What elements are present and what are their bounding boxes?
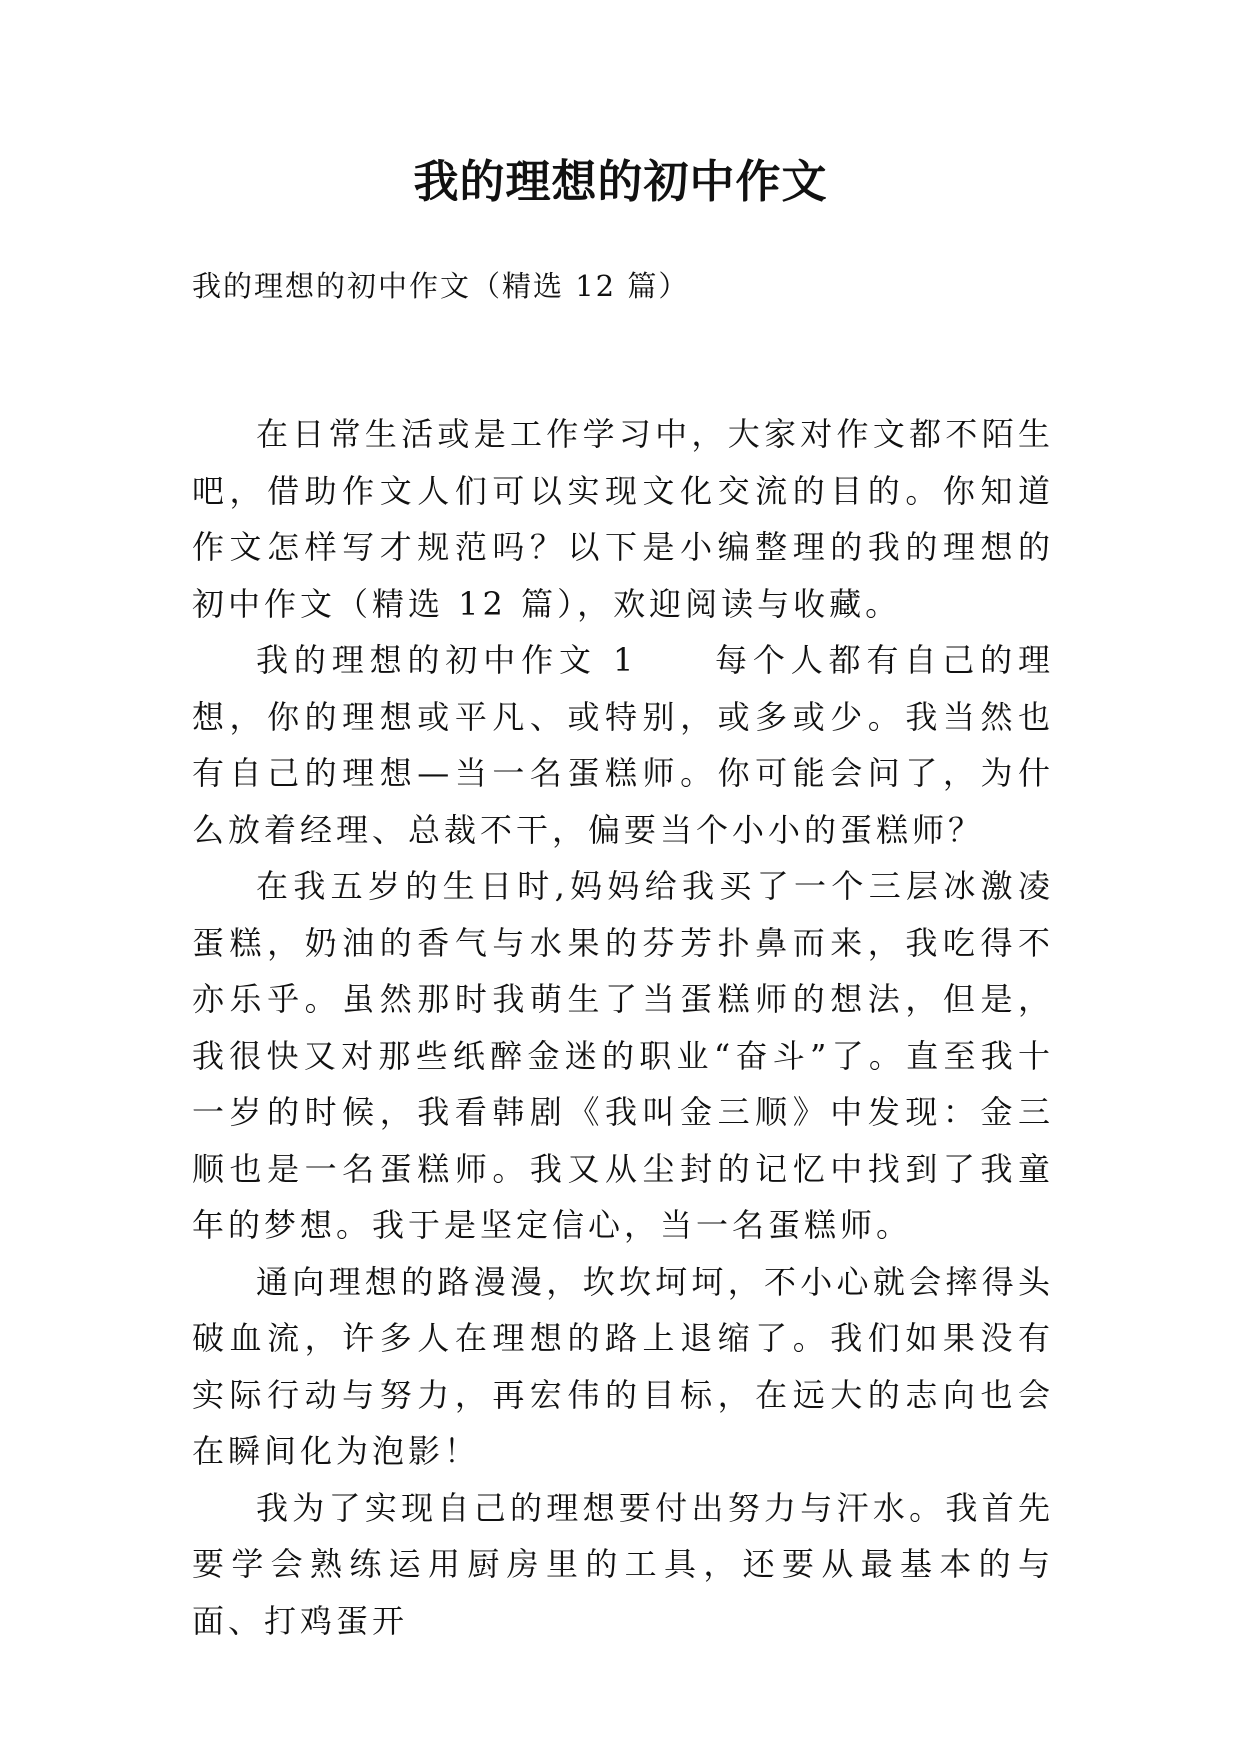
document-subtitle: 我的理想的初中作文（精选 12 篇）: [192, 269, 690, 303]
paragraph-birthday-cake: 在我五岁的生日时,妈妈给我买了一个三层冰激凌蛋糕，奶油的香气与水果的芬芳扑鼻而来，我吃得不亦乐乎。虽然那时我萌生了当蛋糕师的想法，但是，我很快又对那些纸醉金迷的职业“奋斗”了。直至我十一岁的时候，我看韩剧《我叫金三顺》中发现：金三顺也是一名蛋糕师。我又从尘封的记忆中找到了我童年的梦想。我于是坚定信心，当一名蛋糕师。: [192, 867, 1054, 1244]
paragraph-intro: 在日常生活或是工作学习中，大家对作文都不陌生吧，借助作文人们可以实现文化交流的目的。你知道作文怎样写才规范吗？以下是小编整理的我的理想的初中作文（精选 12 篇），欢迎阅读与收藏。: [192, 415, 1054, 623]
document-body: [192, 406, 1054, 1649]
paragraph-road-to-dream: 通向理想的路漫漫，坎坎坷坷，不小心就会摔得头破血流，许多人在理想的路上退缩了。我们如果没有实际行动与努力，再宏伟的目标，在远大的志向也会在瞬间化为泡影！: [192, 1262, 1054, 1470]
paragraph-essay-1-opening: 我的理想的初中作文 1 每个人都有自己的理想，你的理想或平凡、或特别，或多或少。我当然也有自己的理想—当一名蛋糕师。你可能会问了，为什么放着经理、总裁不干，偏要当个小小的蛋糕师？: [192, 641, 1054, 849]
document-title: 我的理想的初中作文: [413, 155, 828, 208]
paragraph-effort: 我为了实现自己的理想要付出努力与汗水。我首先要学会熟练运用厨房里的工具，还要从最基本的与面、打鸡蛋开: [192, 1488, 1054, 1640]
